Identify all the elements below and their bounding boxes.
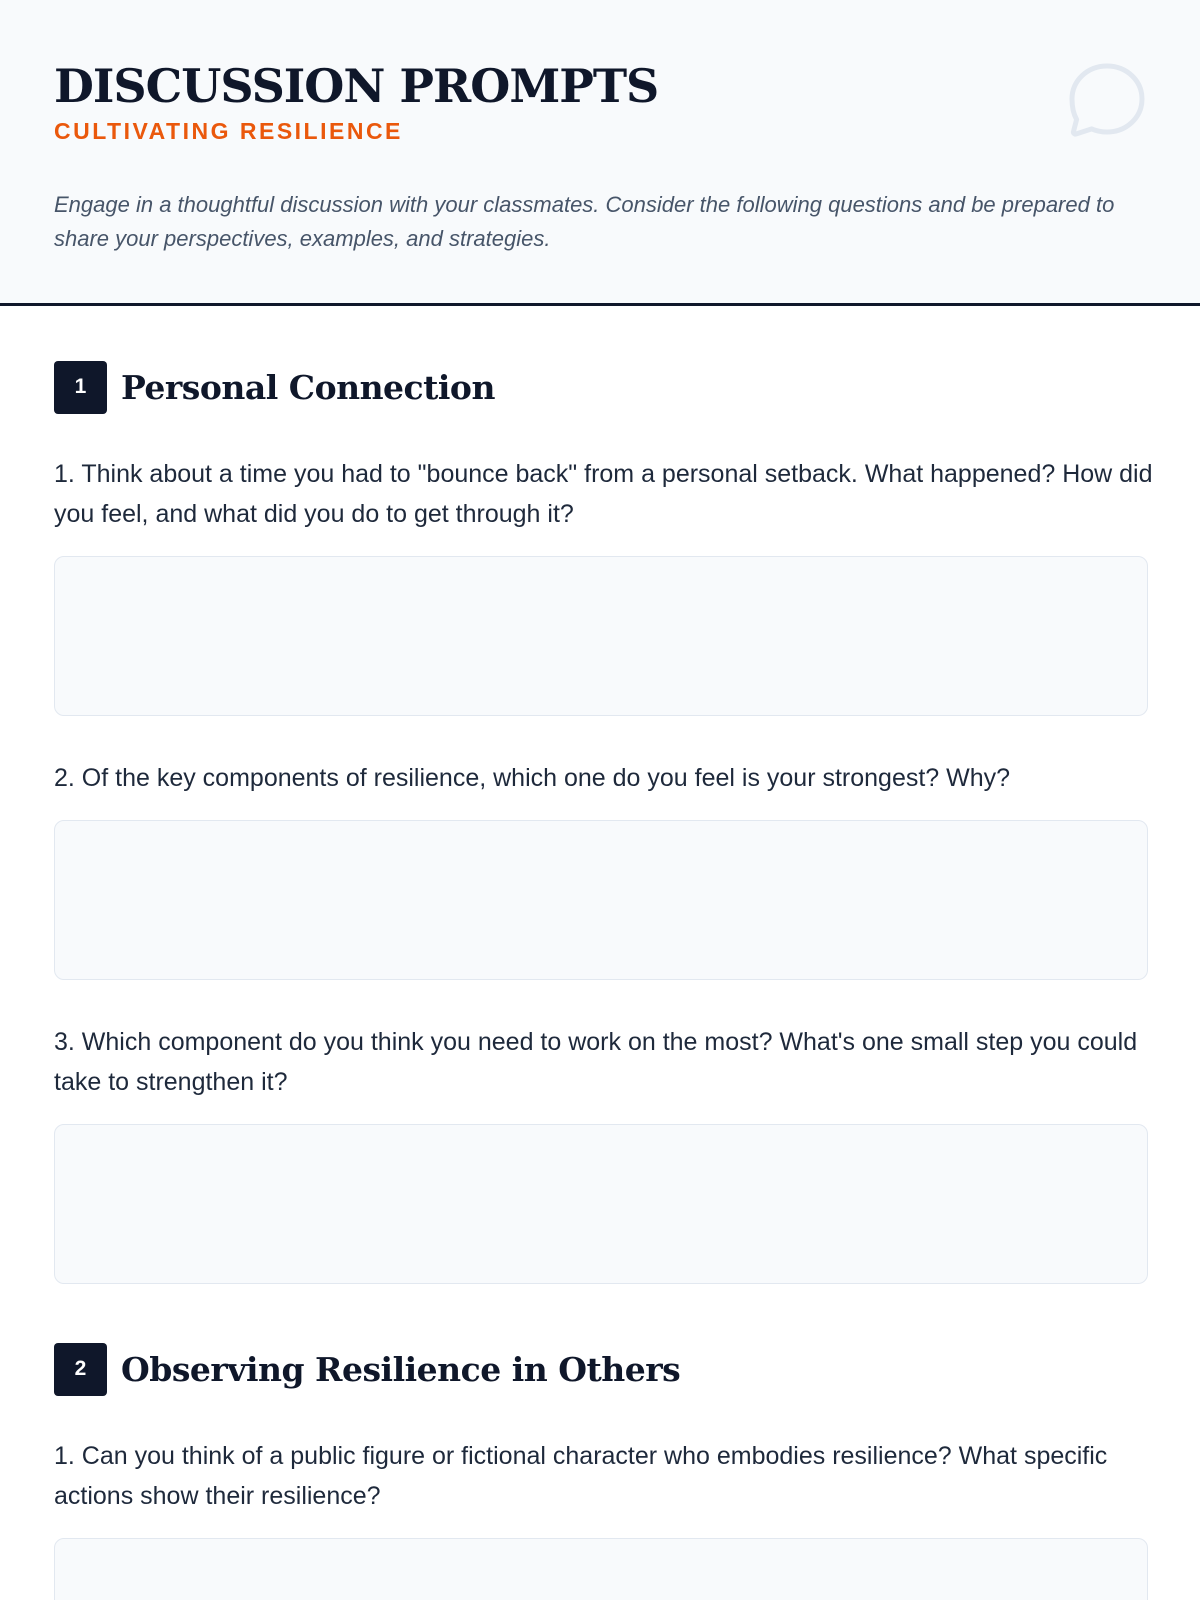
section-heading [54,1342,1146,1396]
section-title: Observing Resilience in Others [121,1349,681,1389]
section-number-badge: 2 [54,1343,107,1396]
section-heading [54,360,1146,414]
question-text: 3. Which component do you think you need to work on the most? What's one small step you could take to strengthen it? [54,1028,1138,1096]
question-item [54,454,1153,716]
section-observing-resilience [54,1342,1146,1600]
intro-text: Engage in a thoughtful discussion with your classmates. Consider the following questions and be prepared to share your perspectives, examples, and strategies. [54,192,1115,251]
question-item [54,1436,1146,1600]
section-number-badge: 1 [54,361,107,414]
section-title: Personal Connection [121,367,495,407]
page-header [0,0,1200,306]
question-text: 1. Can you think of a public figure or fictional character who embodies resilience? What specific actions show their resilience? [54,1442,1108,1510]
question-item [54,758,1146,980]
answer-field[interactable] [54,820,1148,980]
page-subtitle: CULTIVATING RESILIENCE [54,118,403,144]
question-text: 2. Of the key components of resilience, which one do you feel is your strongest? Why? [54,764,1011,792]
section-personal-connection [54,360,1153,1284]
answer-field[interactable] [54,1538,1148,1600]
page-title: DISCUSSION PROMPTS [54,59,659,113]
question-text: 1. Think about a time you had to "bounce back" from a personal setback. What happened? How did you feel, and what did you do to get through it? [54,460,1153,528]
answer-field[interactable] [54,1124,1148,1284]
question-item [54,1022,1146,1284]
prompts-content [0,306,1200,1600]
answer-field[interactable] [54,556,1148,716]
chat-bubble-icon [1068,62,1146,140]
